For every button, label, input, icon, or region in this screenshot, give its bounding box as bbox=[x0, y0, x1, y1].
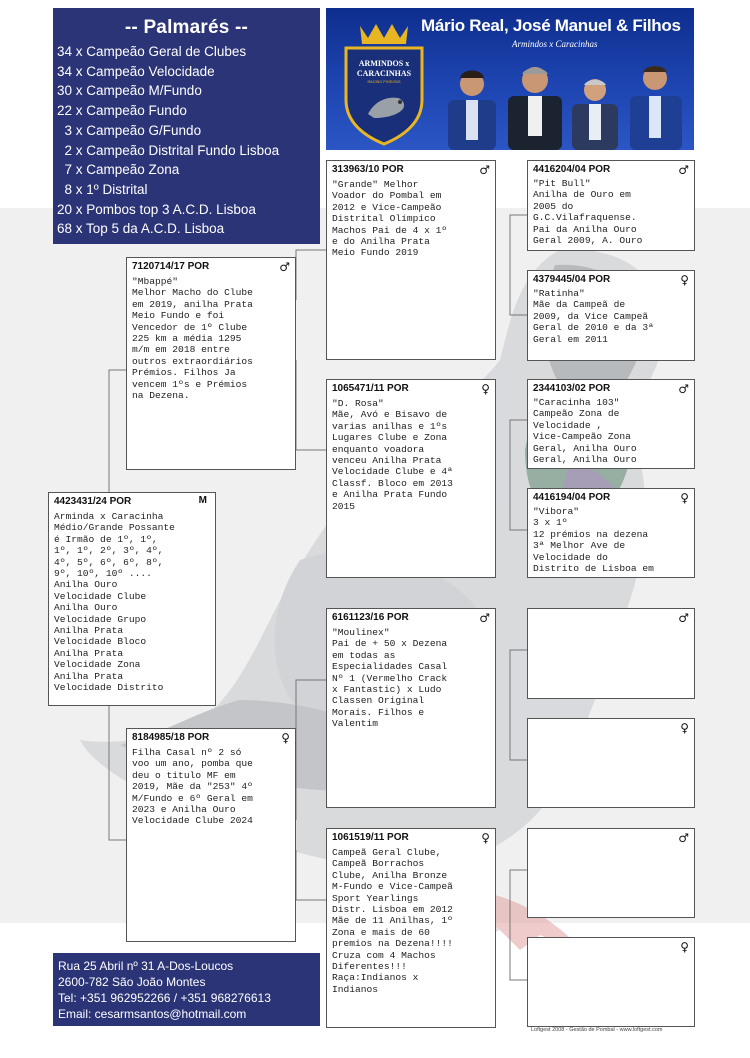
palmares-item: 8 x 1º Distrital bbox=[57, 181, 148, 197]
dam-ring: 8184985/18 POR bbox=[132, 732, 210, 743]
dam-card[interactable] bbox=[126, 728, 296, 942]
contact-address: Rua 25 Abril nº 31 A-Dos-Loucos bbox=[58, 959, 234, 973]
male-icon: ♂ bbox=[678, 831, 689, 845]
contact-phone[interactable]: Tel: +351 962952266 / +351 968276613 bbox=[58, 991, 271, 1005]
male-icon: ♂ bbox=[678, 611, 689, 625]
palmares-list bbox=[57, 42, 320, 239]
contact-email[interactable]: Email: cesarmsantos@hotmail.com bbox=[58, 1007, 247, 1021]
sire-dam-ring: 1065471/11 POR bbox=[332, 383, 409, 394]
team-photo bbox=[436, 56, 694, 150]
female-icon: ♀ bbox=[680, 940, 689, 954]
palmares-panel bbox=[53, 8, 320, 244]
male-icon: ♂ bbox=[678, 382, 689, 396]
sds-text: "Caracinha 103" Campeão Zona de Velocidade , Vice-Campeão Zona Geral, Anilha Ouro Geral, Anilha Ouro bbox=[533, 397, 637, 466]
sds-card[interactable] bbox=[527, 379, 695, 469]
sdd-card[interactable] bbox=[527, 488, 695, 578]
palmares-item: 34 x Campeão Geral de Clubes bbox=[57, 44, 247, 59]
sss-text: "Pit Bull" Anilha de Ouro em 2005 do G.C.Vilafraquense. Pai da Anilha Ouro Geral 2009, A. Ouro bbox=[533, 178, 643, 247]
female-icon: ♀ bbox=[680, 491, 689, 505]
ddd-card[interactable] bbox=[527, 937, 695, 1027]
header-banner bbox=[326, 8, 694, 150]
dam-dam-card[interactable] bbox=[326, 828, 496, 1028]
palmares-item: 2 x Campeão Distrital Fundo Lisboa bbox=[57, 142, 280, 158]
ssd-text: "Ratinha" Mãe da Campeã de 2009, da Vice Campeã Geral de 2010 e da 3ª Geral em 2011 bbox=[533, 288, 654, 345]
sire-dam-text: "D. Rosa" Mãe, Avó e Bisavo de varias anilhas e 1ºs Lugares Clube e Zona enquanto voadora venceu Anilha Prata Velocidade Clube e 4ª Classf. Bloco em 2013 e Anilha Prata Fundo 2015 bbox=[332, 398, 453, 512]
palmares-item: 3 x Campeão G/Fundo bbox=[57, 122, 202, 138]
dsd-card[interactable] bbox=[527, 718, 695, 808]
logo-line1: ARMINDOS x bbox=[358, 59, 410, 68]
banner-subtitle: Armindos x Caracinhas bbox=[512, 39, 598, 49]
sire-sire-ring: 313963/10 POR bbox=[332, 164, 404, 175]
dam-sire-card[interactable] bbox=[326, 608, 496, 808]
sdd-text: "Vibora" 3 x 1º 12 prémios na dezena 3ª Melhor Ave de Velocidade do Distrito de Lisboa em bbox=[533, 506, 654, 575]
logo-line2: CARACINHAS bbox=[356, 69, 412, 78]
sire-ring: 7120714/17 POR bbox=[132, 261, 210, 272]
female-icon: ♀ bbox=[680, 273, 689, 287]
contact-panel bbox=[53, 953, 320, 1026]
palmares-item: 20 x Pombos top 3 A.C.D. Lisboa bbox=[57, 201, 256, 217]
sds-ring: 2344103/02 POR bbox=[533, 383, 611, 394]
footer-credit: Loftgest 2008 - Gestão de Pombal - www.loftgest.com bbox=[531, 1027, 663, 1033]
ssd-card[interactable] bbox=[527, 270, 695, 361]
sire-sire-text: "Grande" Melhor Voador do Pombal em 2012 e Vice-Campeão Distrital Olímpico Machos Pai de 4 x 1º e do Anilha Prata Meio Fundo 2019 bbox=[332, 179, 448, 259]
female-icon: ♀ bbox=[680, 721, 689, 735]
dam-text: Filha Casal nº 2 só voo um ano, pomba que deu o titulo MF em 2019, Mãe da "253" 4º M/Fundo e 6º Geral em 2023 e Anilha Ouro Velocidade Clube 2024 bbox=[132, 747, 253, 827]
male-icon: ♂ bbox=[479, 611, 490, 625]
female-icon: ♀ bbox=[481, 382, 490, 396]
palmares-item: 30 x Campeão M/Fundo bbox=[57, 83, 202, 99]
dam-dam-text: Campeã Geral Clube, Campeã Borrachos Clube, Anilha Bronze M-Fundo e Vice-Campeã Sport Yearlings Distr. Lisboa em 2012 Mãe de 11 Anilhas, 1º Zona e mais de 60 premios na Dezena!!!! Cruza com 4 Machos Diferentes!!! Raça:Indianos x Indianos bbox=[332, 847, 453, 995]
sire-text: "Mbappé" Melhor Macho do Clube em 2019, anilha Prata Meio Fundo e foi Vencedor de 1º Clube 225 km a média 1295 m/m em 2018 entre outros extraordiários Prémios. Filhos Ja vencem 1ºs e Prémios na Dezena. bbox=[132, 276, 253, 402]
dds-card[interactable] bbox=[527, 828, 695, 918]
female-icon: ♀ bbox=[481, 831, 490, 845]
palmares-item: 34 x Campeão Velocidade bbox=[57, 63, 215, 79]
dam-dam-ring: 1061519/11 POR bbox=[332, 832, 409, 843]
sire-card[interactable] bbox=[126, 257, 296, 470]
dam-sire-ring: 6161123/16 POR bbox=[332, 612, 409, 623]
female-icon: ♀ bbox=[281, 731, 290, 745]
male-icon: ♂ bbox=[678, 163, 689, 177]
dam-sire-text: "Moulinex" Pai de + 50 x Dezena em todas as Especialidades Casal Nº 1 (Vermelho Crack x Fantastic) x Ludo Classen Original Morais. Filhos e Valentim bbox=[332, 627, 448, 730]
banner-title: Mário Real, José Manuel & Filhos bbox=[421, 16, 681, 35]
dss-card[interactable] bbox=[527, 608, 695, 699]
subject-card[interactable] bbox=[48, 492, 216, 706]
male-icon: ♂ bbox=[279, 260, 290, 274]
palmares-title: -- Palmarés -- bbox=[124, 17, 249, 38]
subject-ring: 4423431/24 POR bbox=[54, 496, 132, 507]
subject-text: Arminda x Caracinha Médio/Grande Possante é Irmão de 1º, 1º, 1º, 1º, 2º, 3º, 4º, 4º, 5º, 6º, 6º, 8º, 9º, 10º, 10º .... Anilha Ouro Velocidade Clube Anilha Ouro Velocidade Grupo Anilha Prata Velocidade Bloco Anilha Prata Velocidade Zona Anilha Prata Velocidade Distrito bbox=[54, 511, 175, 694]
palmares-item: 7 x Campeão Zona bbox=[57, 162, 180, 178]
subject-sex: M bbox=[198, 495, 207, 506]
loft-logo bbox=[340, 22, 428, 146]
palmares-item: 22 x Campeão Fundo bbox=[57, 103, 187, 119]
sss-card[interactable] bbox=[527, 160, 695, 251]
sire-sire-card[interactable] bbox=[326, 160, 496, 360]
logo-line3: RACING PIGEONS bbox=[367, 80, 401, 84]
sire-dam-card[interactable] bbox=[326, 379, 496, 578]
contact-postal: 2600-782 São João Montes bbox=[58, 975, 206, 989]
sdd-ring: 4416194/04 POR bbox=[533, 492, 611, 503]
sss-ring: 4416204/04 POR bbox=[533, 164, 611, 175]
palmares-item: 68 x Top 5 da A.C.D. Lisboa bbox=[57, 221, 225, 237]
male-icon: ♂ bbox=[479, 163, 490, 177]
ssd-ring: 4379445/04 POR bbox=[533, 274, 611, 285]
